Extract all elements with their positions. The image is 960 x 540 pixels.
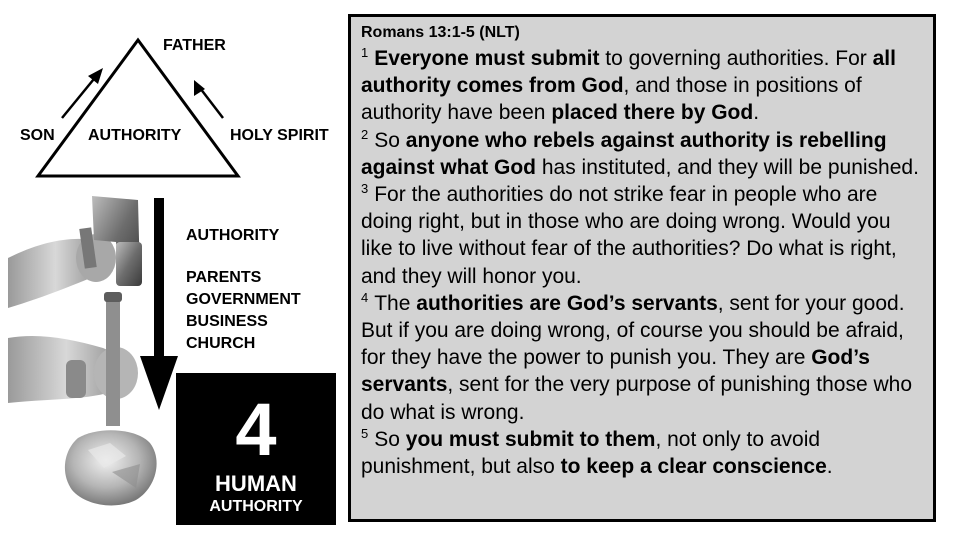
verse-number: 1 (361, 45, 369, 60)
verse-3 (361, 181, 925, 290)
trinity-triangle-diagram (0, 0, 345, 190)
badge-title: HUMAN (215, 471, 297, 496)
verse-text: So (374, 427, 406, 451)
arrow-up-left-icon (194, 80, 223, 118)
verse-2 (361, 127, 925, 181)
triangle-outline (38, 40, 238, 176)
verse-text: has instituted, and they will be punished. (536, 155, 919, 179)
verse-text: For the authorities do not strike fear in people who are doing right, but in those who are doing wrong. Would you like to live without fear of the authorities? Do what is right, and they will honor you. (361, 183, 897, 288)
list-item-business: BUSINESS (186, 313, 268, 330)
list-item-parents: PARENTS (186, 269, 262, 286)
verse-5 (361, 426, 925, 480)
authority-heading: AUTHORITY (186, 227, 280, 244)
verse-number: 4 (361, 289, 369, 305)
human-authority-badge (176, 373, 336, 525)
scripture-reference: Romans 13:1-5 (NLT) (361, 24, 520, 41)
verse-number: 2 (361, 126, 369, 142)
list-item-church: CHURCH (186, 335, 256, 352)
verse-number: 5 (361, 425, 369, 441)
verse-emphasis: Everyone must submit (374, 47, 600, 70)
verse-text: The (374, 291, 417, 315)
verse-text: , sent for the very purpose of punishing those who do what is wrong. (361, 373, 913, 424)
verse-emphasis: authorities are God’s servants (416, 291, 718, 315)
list-item-government: GOVERNMENT (186, 291, 301, 308)
son-label: SON (20, 127, 55, 144)
verse-text: , not only to avoid punishment, but also (361, 427, 821, 479)
badge-subtitle: AUTHORITY (209, 498, 303, 515)
verse-text: , sent for your good. But if you are doing wrong, of course you should be afraid, for they have the power to punish you. They are (361, 291, 905, 370)
verse-emphasis: to keep a clear conscience (560, 455, 827, 479)
verse-emphasis: God’s servants (361, 346, 870, 397)
verse-emphasis: all authority comes from God (361, 47, 896, 98)
badge-number: 4 (235, 388, 277, 471)
verse-emphasis: placed there by God (551, 101, 754, 125)
verse-emphasis: you must submit to them (405, 427, 656, 451)
triangle-center-label: AUTHORITY (88, 127, 182, 144)
holy-spirit-label: HOLY SPIRIT (230, 127, 329, 144)
verse-text: . (826, 455, 833, 479)
verse-text: , and those in positions of authority have been (361, 74, 862, 125)
verse-1 (361, 45, 925, 127)
verse-list (361, 45, 925, 480)
verse-text: . (753, 101, 760, 125)
verse-emphasis: anyone who rebels against authority is rebelling against what God (361, 128, 887, 179)
father-label: FATHER (163, 37, 226, 54)
arrow-down-icon (138, 196, 180, 414)
scripture-panel (348, 14, 936, 522)
verse-number: 3 (361, 181, 369, 197)
verse-text: to governing authorities. For (599, 47, 873, 70)
arrow-up-right-icon (62, 68, 103, 118)
verse-4 (361, 290, 925, 426)
verse-text: So (374, 128, 406, 152)
